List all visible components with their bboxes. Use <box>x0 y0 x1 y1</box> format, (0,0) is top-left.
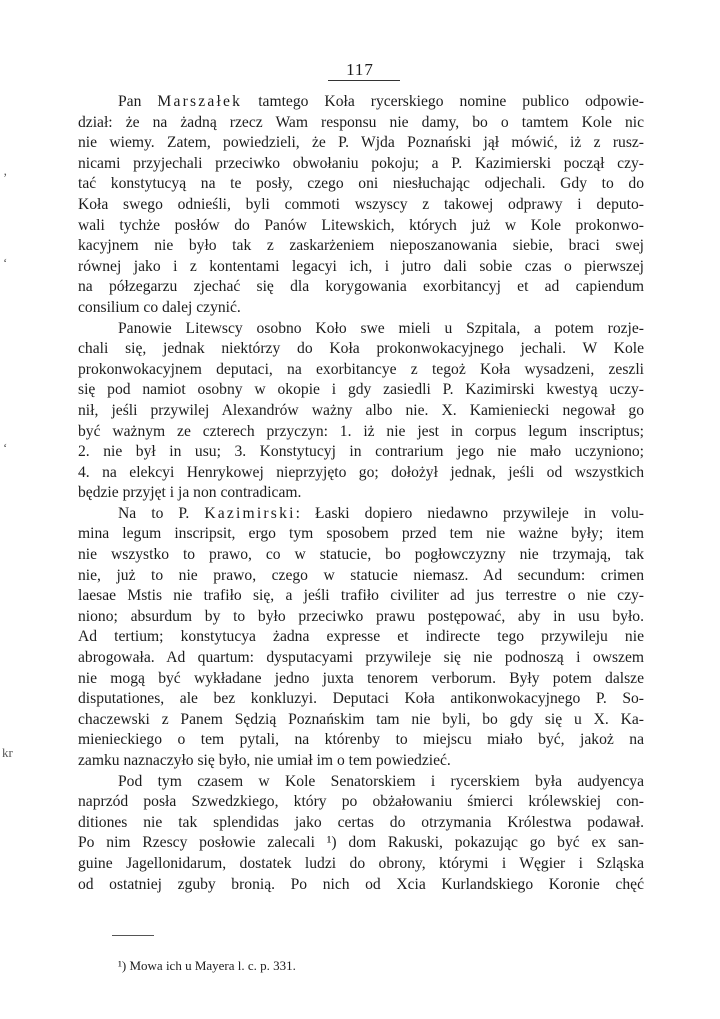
text-line <box>78 504 644 525</box>
text-line: laesae Mstis nie trafiło się, a jeśli trafiło civiliter ad jus terrestre o nie czy- <box>78 587 644 605</box>
text-line: się pod namiot osobny w okopie i gdy zasiedli P. Kazimirski kwestyą uczy- <box>78 381 644 399</box>
text-line: Koła swego odnieśli, byli commoti wszyscy z takowej odprawy i deputo- <box>78 195 644 213</box>
text-line: nie mogą być wykładane jedno juxta tenorem verborum. Były potem dalsze <box>78 669 644 687</box>
text-line: consilium co dalej czynić. <box>78 298 241 316</box>
margin-mark: ʻ <box>3 255 8 270</box>
text-line: prokonwokacyjnem deputaci, na exorbitancye z tegoż Koła wysadzeni, zeszli <box>78 360 644 378</box>
margin-mark: ʻ <box>3 440 8 455</box>
footnote-rule <box>112 935 154 936</box>
text-line: dział: że na żadną rzecz Wam responsu nie damy, bo o tamtem Kole nic <box>78 113 644 131</box>
page-number-rule <box>328 80 400 81</box>
text-line: abrogowała. Ad quartum: dysputacyami przywileje się nie podnoszą i owszem <box>78 649 644 667</box>
text-line: mina legum inscripsit, ergo tym sposobem przed tem nie ważne były; item <box>78 525 644 543</box>
text-line: niono; absurdum by to było przeciwko prawu postępować, aby in usu było. <box>78 607 644 625</box>
spaced-name: Kazimirski <box>204 504 296 522</box>
margin-mark: ʼ <box>3 170 8 185</box>
spaced-name: Marszałek <box>157 93 243 110</box>
text-line: będzie przyjęt i ja non contradicam. <box>78 484 302 502</box>
text-line: guine Jagellonidarum, dostatek ludzi do obrony, którymi i Węgier i Szląska <box>78 854 644 872</box>
text-fragment: tamtego Koła rycerskiego nomine publico odpowie- <box>242 93 644 110</box>
text-line: 4. na elekcyi Henrykowej nieprzyjęto go; dołożył jednak, jeśli od wszystkich <box>78 463 644 481</box>
body-text <box>78 92 644 895</box>
footnote: ¹) Mowa ich u Mayera l. c. p. 331. <box>118 958 296 973</box>
text-line: na półzegarzu zjechać się dla korygowania exorbitancyj et ad capiendum <box>78 278 644 296</box>
text-line: chali się, jednak niektórzy do Koła prokonwokacyjnego jechali. W Kole <box>78 340 644 358</box>
text-line: zamku naznaczyło się było, nie umiał im o tem powiedzieć. <box>78 752 451 769</box>
text-line: od ostatniej zguby bronią. Po nich od Xcia Kurlandskiego Koronie chęć <box>78 875 644 893</box>
text-line: być ważnym ze czterech przyczyn: 1. iż nie jest in corpus legum inscriptus; <box>78 422 644 440</box>
text-line: nie wiemy. Zatem, powiedzieli, że P. Wjda Poznański jął mówić, iż z rusz- <box>78 134 644 152</box>
text-line: nie wszystko to prawo, co w statucie, bo pogłowczyzny nie trzymają, tak <box>78 546 644 564</box>
text-line: równej jako i z kontentami legacyi ich, i jutro dali sobie czas o pierwszej <box>78 257 644 275</box>
text-fragment: : Łaski dopiero niedawno przywileje in volu- <box>295 504 644 522</box>
text-line: ditiones nie tak splendidas jako certas do otrzymania Królestwa podawał. <box>78 813 644 831</box>
text-line: mienieckiego o tem pytali, na którenby to miejscu miało być, jakoż na <box>78 731 644 749</box>
page-number: 117 <box>346 60 374 79</box>
text-line: nił, jeśli przywilej Alexandrów ważny albo nie. X. Kamieniecki negował go <box>78 401 644 419</box>
text-line: 2. nie był in usu; 3. Konstytucyj in contrarium jego nie mało uczyniono; <box>78 443 644 461</box>
text-line: chaczewski z Panem Sędzią Poznańskim tam nie byli, bo gdy się u X. Ka- <box>78 710 644 728</box>
text-line: wali tychże posłów do Panów Litewskich, których już w Kole prokonwo- <box>78 216 644 234</box>
text-line: kacyjnem nie było tak z zaskarżeniem nieposzanowania siebie, braci swej <box>78 237 644 255</box>
text-line <box>78 92 644 113</box>
text-line: Ad tertium; konstytucya żadna expresse et indirecte tego przywileju nie <box>78 628 644 646</box>
margin-mark: kr <box>2 745 13 760</box>
text-fragment: Pan <box>118 93 158 110</box>
text-line: naprzód posła Szwedzkiego, który po obżałowaniu śmierci królewskiej con- <box>78 793 644 811</box>
text-line: Panowie Litewscy osobno Koło swe mieli u Szpitala, a potem rozje- <box>118 319 644 337</box>
text-fragment: Na to P. <box>118 504 205 522</box>
text-line: nie, już to nie prawo, czego w statucie niemasz. Ad secundum: crimen <box>78 566 644 584</box>
text-line: tać konstytucyą na te posły, czego oni niesłuchając odjechali. Gdy to do <box>78 175 644 193</box>
text-line: disputationes, ale bez konkluzyi. Deputaci Koła antikonwokacyjnego P. So- <box>78 690 644 708</box>
text-line: Pod tym czasem w Kole Senatorskiem i rycerskiem była audyencya <box>118 772 644 790</box>
text-line: Po nim Rzescy posłowie zalecali ¹) dom Rakuski, pokazując go być ex san- <box>78 834 644 852</box>
text-line: nicami przyjechali przeciwko obwołaniu pokoju; a P. Kazimierski począł czy- <box>78 154 644 172</box>
